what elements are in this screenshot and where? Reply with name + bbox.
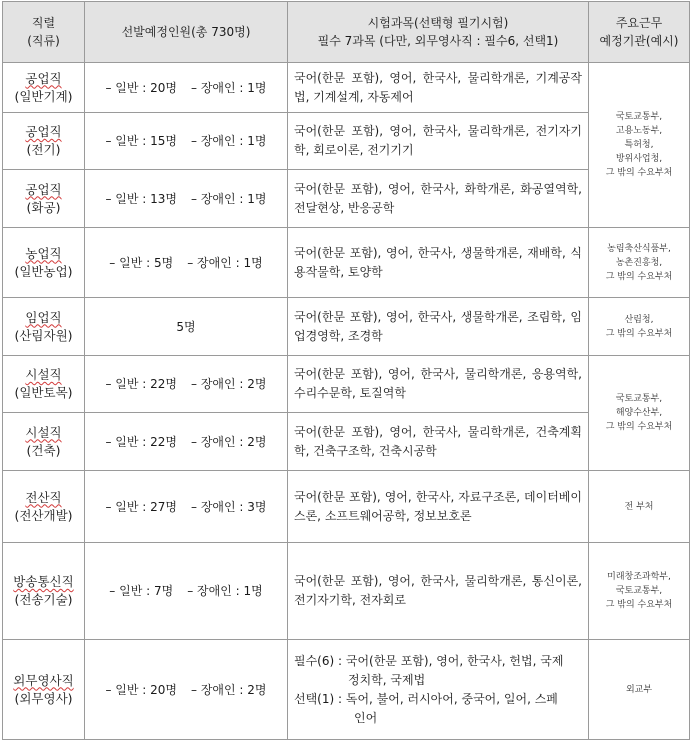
header-agency — [589, 2, 690, 63]
class-cell — [3, 63, 85, 113]
subjects-cell: 국어(한문 포함), 영어, 한국사, 생물학개론, 조림학, 임업경영학, 조경학 — [288, 298, 589, 356]
class-sub: (일반농업) — [14, 263, 73, 279]
header-subjects-line1: 시험과목(선택형 필기시험) — [367, 16, 509, 30]
count-disabled: – 장애인 : 1명 — [187, 584, 263, 598]
agency-line: 국토교통부, — [615, 586, 663, 596]
count-cell — [85, 640, 288, 740]
class-name: 외무영사직 — [13, 672, 74, 688]
count-general: – 일반 : 20명 — [105, 682, 178, 697]
header-class — [3, 2, 85, 63]
subjects-cell: 국어(한문 포함), 영어, 한국사, 자료구조론, 데이터베이스론, 소프트웨어공학, 정보보호론 — [288, 471, 589, 543]
count-cell: 5명 — [85, 298, 288, 356]
table-row — [3, 63, 690, 113]
subjects-cell: 국어(한문 포함), 영어, 한국사, 물리학개론, 통신이론, 전기자기학, 전자회로 — [288, 543, 589, 640]
agency-line: 산림청, — [624, 314, 654, 325]
subjects-cell: 국어(한문 포함), 영어, 한국사, 물리학개론, 기계공작법, 기계설계, 자동제어 — [288, 63, 589, 113]
header-agency-line1: 주요근무 — [615, 16, 663, 30]
count-general: – 일반 : 27명 — [105, 499, 178, 514]
count-general: – 일반 : 5명 — [109, 255, 174, 270]
required-subjects-cont: 정치학, 국제법 — [348, 672, 426, 687]
agency-line: 그 밖의 수요부처 — [605, 328, 673, 339]
count-general: – 일반 : 13명 — [105, 191, 178, 206]
table-row — [3, 298, 690, 356]
count-general: – 일반 : 22명 — [105, 434, 178, 449]
agency-line: 미래창조과학부, — [607, 572, 671, 582]
class-name: 공업직 — [25, 70, 62, 86]
class-cell — [3, 413, 85, 471]
subjects-cell: 국어(한문 포함), 영어, 한국사, 물리학개론, 건축계획학, 건축구조학, 건축시공학 — [288, 413, 589, 471]
agency-cell — [589, 356, 690, 471]
class-sub: (전송기술) — [14, 592, 73, 607]
subjects-cell: 국어(한문 포함), 영어, 한국사, 화학개론, 화공열역학, 전달현상, 반응공학 — [288, 170, 589, 228]
count-disabled: – 장애인 : 1명 — [191, 80, 267, 95]
agency-line: 고용노동부, — [615, 126, 663, 136]
class-name: 방송통신직 — [13, 574, 74, 589]
class-sub: (건축) — [26, 442, 61, 458]
class-cell — [3, 640, 85, 740]
count-general: – 일반 : 20명 — [105, 80, 178, 95]
count-cell — [85, 170, 288, 228]
header-row — [3, 2, 690, 63]
agency-line: 농촌진흥청, — [615, 257, 663, 268]
agency-line: 전 부처 — [624, 501, 654, 512]
class-cell — [3, 228, 85, 298]
subjects-cell — [288, 640, 589, 740]
class-sub: (일반기계) — [14, 88, 73, 104]
class-sub: (외무영사) — [14, 690, 73, 706]
class-name: 공업직 — [25, 124, 62, 139]
table-row — [3, 543, 690, 640]
agency-line: 농림축산식품부, — [607, 243, 671, 254]
agency-line: 해양수산부, — [615, 408, 663, 418]
header-agency-line2: 예정기관(예시) — [599, 34, 679, 48]
count-cell — [85, 543, 288, 640]
class-name: 농업직 — [25, 245, 62, 261]
agency-cell — [589, 63, 690, 228]
agency-line: 그 밖의 수요부처 — [605, 422, 673, 432]
count-disabled: – 장애인 : 2명 — [191, 434, 267, 449]
class-cell — [3, 543, 85, 640]
elective-subjects: 선택(1) : 독어, 불어, 러시아어, 중국어, 일어, 스페 — [294, 691, 558, 706]
agency-line: 방위사업청, — [615, 154, 663, 164]
table-row — [3, 471, 690, 543]
required-subjects: 필수(6) : 국어(한문 포함), 영어, 한국사, 헌법, 국제 — [294, 653, 564, 668]
agency-cell — [589, 471, 690, 543]
class-name: 전산직 — [25, 489, 62, 505]
count-cell — [85, 228, 288, 298]
table-row — [3, 413, 690, 471]
class-name: 임업직 — [25, 309, 62, 325]
class-sub: (일반토목) — [14, 385, 73, 400]
table-row — [3, 640, 690, 740]
class-sub: (전기) — [26, 142, 61, 157]
count-disabled: – 장애인 : 1명 — [191, 134, 267, 148]
agency-cell — [589, 640, 690, 740]
class-cell — [3, 356, 85, 413]
agency-cell — [589, 543, 690, 640]
class-sub: (전산개발) — [14, 507, 73, 523]
header-subjects-line2: 필수 7과목 (다만, 외무영사직 : 필수6, 선택1) — [317, 34, 559, 48]
count-disabled: – 장애인 : 1명 — [187, 255, 263, 270]
agency-cell — [589, 228, 690, 298]
header-class-line1: 직렬 — [31, 16, 56, 30]
class-cell — [3, 298, 85, 356]
class-cell — [3, 170, 85, 228]
agency-line: 국토교통부, — [615, 112, 663, 122]
count-general: – 일반 : 22명 — [105, 377, 178, 391]
class-name: 시설직 — [25, 424, 62, 440]
count-disabled: – 장애인 : 2명 — [191, 682, 267, 697]
count-cell — [85, 113, 288, 170]
header-subjects — [288, 2, 589, 63]
class-sub: (화공) — [26, 199, 61, 215]
class-sub: (산림자원) — [14, 327, 73, 343]
agency-cell — [589, 298, 690, 356]
class-name: 시설직 — [25, 367, 62, 382]
agency-line: 국토교통부, — [615, 394, 663, 404]
subjects-cell: 국어(한문 포함), 영어, 한국사, 물리학개론, 응용역학, 수리수문학, 토질역학 — [288, 356, 589, 413]
header-class-line2: (직류) — [27, 34, 60, 48]
table-row — [3, 228, 690, 298]
table-row — [3, 113, 690, 170]
agency-line: 그 밖의 수요부처 — [605, 271, 673, 282]
class-name: 공업직 — [25, 181, 62, 197]
count-cell — [85, 356, 288, 413]
count-cell — [85, 413, 288, 471]
count-disabled: – 장애인 : 2명 — [191, 377, 267, 391]
agency-line: 특허청, — [624, 140, 654, 150]
exam-table — [2, 1, 690, 740]
subjects-cell: 국어(한문 포함), 영어, 한국사, 물리학개론, 전기자기학, 회로이론, 전기기기 — [288, 113, 589, 170]
agency-line: 외교부 — [625, 684, 653, 695]
count-cell — [85, 63, 288, 113]
count-disabled: – 장애인 : 3명 — [191, 499, 267, 514]
table-row — [3, 170, 690, 228]
elective-subjects-cont: 인어 — [354, 710, 378, 725]
subjects-cell: 국어(한문 포함), 영어, 한국사, 생물학개론, 재배학, 식용작물학, 토양학 — [288, 228, 589, 298]
agency-line: 그 밖의 수요부처 — [605, 600, 673, 610]
header-count: 선발예정인원(총 730명) — [85, 2, 288, 63]
class-cell — [3, 471, 85, 543]
count-cell — [85, 471, 288, 543]
count-disabled: – 장애인 : 1명 — [191, 191, 267, 206]
agency-line: 그 밖의 수요부처 — [605, 168, 673, 178]
count-general: – 일반 : 15명 — [105, 134, 178, 148]
count-general: – 일반 : 7명 — [109, 584, 174, 598]
class-cell — [3, 113, 85, 170]
table-row — [3, 356, 690, 413]
